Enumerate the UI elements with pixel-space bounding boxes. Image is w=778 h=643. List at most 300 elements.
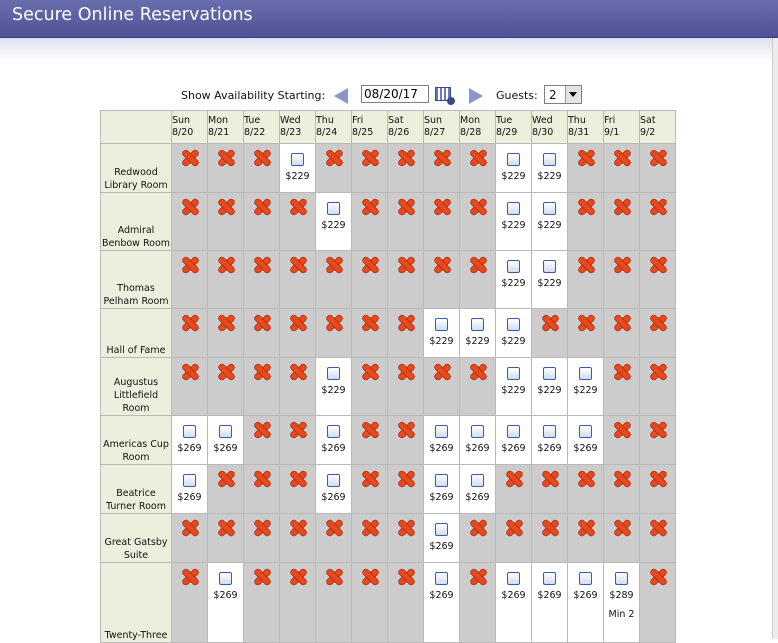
unavailable-cell bbox=[244, 358, 280, 416]
unavailable-cell bbox=[316, 144, 352, 193]
unavailable-x-icon bbox=[650, 199, 666, 215]
unavailable-cell bbox=[244, 465, 280, 514]
unavailable-cell bbox=[568, 514, 604, 563]
unavailable-x-icon bbox=[362, 422, 378, 438]
unavailable-x-icon bbox=[290, 422, 306, 438]
room-row bbox=[101, 514, 676, 563]
unavailable-x-icon bbox=[182, 199, 198, 215]
select-night-checkbox[interactable] bbox=[183, 425, 196, 438]
day-of-week: Sat bbox=[640, 115, 656, 126]
unavailable-x-icon bbox=[218, 199, 234, 215]
unavailable-cell bbox=[640, 251, 676, 309]
day-date: 8/29 bbox=[496, 127, 518, 138]
unavailable-cell bbox=[568, 309, 604, 358]
select-night-checkbox[interactable] bbox=[579, 425, 592, 438]
unavailable-cell bbox=[352, 144, 388, 193]
select-night-checkbox[interactable] bbox=[435, 425, 448, 438]
show-availability-label: Show Availability Starting: bbox=[181, 89, 326, 102]
unavailable-cell bbox=[604, 193, 640, 251]
available-cell bbox=[316, 465, 352, 514]
day-header bbox=[388, 111, 424, 144]
unavailable-x-icon bbox=[182, 364, 198, 380]
unavailable-x-icon bbox=[254, 315, 270, 331]
nightly-price: $269 bbox=[177, 443, 202, 454]
select-night-checkbox[interactable] bbox=[219, 425, 232, 438]
unavailable-x-icon bbox=[470, 520, 486, 536]
unavailable-x-icon bbox=[362, 257, 378, 273]
unavailable-x-icon bbox=[398, 471, 414, 487]
available-cell bbox=[496, 193, 532, 251]
unavailable-cell bbox=[388, 465, 424, 514]
unavailable-cell bbox=[280, 514, 316, 563]
unavailable-cell bbox=[424, 358, 460, 416]
nightly-price: $229 bbox=[501, 336, 526, 347]
unavailable-cell bbox=[280, 251, 316, 309]
unavailable-cell bbox=[352, 465, 388, 514]
unavailable-cell bbox=[460, 563, 496, 643]
select-night-checkbox[interactable] bbox=[543, 367, 556, 380]
unavailable-cell bbox=[604, 465, 640, 514]
unavailable-x-icon bbox=[290, 569, 306, 585]
select-night-checkbox[interactable] bbox=[507, 202, 520, 215]
room-row bbox=[101, 416, 676, 465]
room-row bbox=[101, 193, 676, 251]
day-header bbox=[640, 111, 676, 144]
select-night-checkbox[interactable] bbox=[183, 474, 196, 487]
unavailable-x-icon bbox=[218, 150, 234, 166]
nightly-price: $269 bbox=[177, 492, 202, 503]
unavailable-x-icon bbox=[254, 150, 270, 166]
day-header bbox=[244, 111, 280, 144]
unavailable-cell bbox=[244, 251, 280, 309]
unavailable-cell bbox=[388, 358, 424, 416]
unavailable-x-icon bbox=[362, 471, 378, 487]
unavailable-cell bbox=[244, 144, 280, 193]
available-cell bbox=[532, 358, 568, 416]
day-of-week: Wed bbox=[532, 115, 553, 126]
unavailable-x-icon bbox=[362, 150, 378, 166]
start-date-input[interactable] bbox=[361, 85, 429, 103]
available-cell bbox=[532, 193, 568, 251]
nightly-price: $229 bbox=[321, 385, 346, 396]
room-row bbox=[101, 358, 676, 416]
unavailable-x-icon bbox=[398, 315, 414, 331]
unavailable-x-icon bbox=[650, 364, 666, 380]
unavailable-x-icon bbox=[254, 471, 270, 487]
day-header bbox=[604, 111, 640, 144]
nightly-price: $269 bbox=[465, 492, 490, 503]
select-night-checkbox[interactable] bbox=[543, 260, 556, 273]
select-night-checkbox[interactable] bbox=[579, 367, 592, 380]
unavailable-cell bbox=[280, 563, 316, 643]
nightly-price: $269 bbox=[429, 443, 454, 454]
unavailable-cell bbox=[532, 465, 568, 514]
unavailable-cell bbox=[316, 251, 352, 309]
day-of-week: Sat bbox=[388, 115, 404, 126]
unavailable-x-icon bbox=[398, 150, 414, 166]
unavailable-x-icon bbox=[578, 150, 594, 166]
unavailable-x-icon bbox=[326, 257, 342, 273]
grid-corner bbox=[101, 111, 172, 144]
available-cell bbox=[460, 465, 496, 514]
unavailable-cell bbox=[172, 251, 208, 309]
select-night-checkbox[interactable] bbox=[435, 572, 448, 585]
unavailable-cell bbox=[568, 144, 604, 193]
nightly-price: $229 bbox=[501, 171, 526, 182]
unavailable-x-icon bbox=[290, 364, 306, 380]
unavailable-x-icon bbox=[362, 569, 378, 585]
nightly-price: $229 bbox=[321, 220, 346, 231]
available-cell bbox=[208, 563, 244, 643]
unavailable-cell bbox=[280, 309, 316, 358]
unavailable-cell bbox=[532, 309, 568, 358]
select-night-checkbox[interactable] bbox=[507, 425, 520, 438]
available-cell bbox=[568, 358, 604, 416]
available-cell bbox=[532, 144, 568, 193]
day-of-week: Thu bbox=[316, 115, 334, 126]
unavailable-cell bbox=[244, 309, 280, 358]
day-date: 8/22 bbox=[244, 127, 266, 138]
next-week-arrow-icon[interactable] bbox=[469, 88, 483, 104]
day-of-week: Wed bbox=[280, 115, 301, 126]
guests-value: 2 bbox=[549, 88, 557, 102]
nightly-price: $269 bbox=[321, 492, 346, 503]
select-night-checkbox[interactable] bbox=[543, 425, 556, 438]
unavailable-x-icon bbox=[398, 569, 414, 585]
available-cell bbox=[496, 144, 532, 193]
unavailable-x-icon bbox=[650, 315, 666, 331]
select-night-checkbox[interactable] bbox=[327, 425, 340, 438]
unavailable-cell bbox=[604, 358, 640, 416]
minimum-stay-note: Min 2 bbox=[608, 609, 635, 620]
unavailable-cell bbox=[424, 193, 460, 251]
select-night-checkbox[interactable] bbox=[291, 153, 304, 166]
unavailable-cell bbox=[604, 309, 640, 358]
select-night-checkbox[interactable] bbox=[471, 474, 484, 487]
unavailable-cell bbox=[172, 563, 208, 643]
nightly-price: $269 bbox=[537, 443, 562, 454]
day-header bbox=[280, 111, 316, 144]
day-header bbox=[496, 111, 532, 144]
unavailable-x-icon bbox=[218, 257, 234, 273]
available-cell bbox=[316, 193, 352, 251]
calendar-picker-icon[interactable] bbox=[435, 87, 451, 101]
header-gradient bbox=[0, 38, 778, 62]
unavailable-x-icon bbox=[434, 257, 450, 273]
unavailable-cell bbox=[388, 251, 424, 309]
unavailable-x-icon bbox=[650, 257, 666, 273]
unavailable-x-icon bbox=[506, 471, 522, 487]
unavailable-cell bbox=[244, 416, 280, 465]
room-name: Augustus Littlefield Room bbox=[101, 358, 172, 416]
unavailable-cell bbox=[352, 514, 388, 563]
unavailable-cell bbox=[640, 144, 676, 193]
day-of-week: Fri bbox=[604, 115, 616, 126]
day-of-week: Mon bbox=[208, 115, 229, 126]
unavailable-cell bbox=[568, 465, 604, 514]
available-cell bbox=[496, 563, 532, 643]
unavailable-x-icon bbox=[614, 257, 630, 273]
unavailable-cell bbox=[640, 358, 676, 416]
unavailable-x-icon bbox=[218, 471, 234, 487]
unavailable-cell bbox=[352, 309, 388, 358]
select-night-checkbox[interactable] bbox=[471, 318, 484, 331]
nightly-price: $229 bbox=[501, 278, 526, 289]
day-date: 8/31 bbox=[568, 127, 590, 138]
unavailable-x-icon bbox=[182, 150, 198, 166]
unavailable-cell bbox=[460, 251, 496, 309]
day-of-week: Thu bbox=[568, 115, 586, 126]
unavailable-x-icon bbox=[290, 199, 306, 215]
unavailable-cell bbox=[460, 144, 496, 193]
unavailable-x-icon bbox=[470, 257, 486, 273]
day-date: 8/26 bbox=[388, 127, 410, 138]
select-night-checkbox[interactable] bbox=[435, 474, 448, 487]
unavailable-x-icon bbox=[614, 471, 630, 487]
available-cell bbox=[532, 563, 568, 643]
unavailable-x-icon bbox=[470, 364, 486, 380]
unavailable-cell bbox=[208, 193, 244, 251]
unavailable-cell bbox=[604, 144, 640, 193]
nightly-price: $269 bbox=[213, 590, 238, 601]
unavailable-cell bbox=[208, 465, 244, 514]
day-header bbox=[532, 111, 568, 144]
unavailable-x-icon bbox=[362, 315, 378, 331]
unavailable-x-icon bbox=[362, 520, 378, 536]
unavailable-cell bbox=[568, 251, 604, 309]
unavailable-cell bbox=[388, 563, 424, 643]
room-row bbox=[101, 309, 676, 358]
select-night-checkbox[interactable] bbox=[507, 572, 520, 585]
unavailable-x-icon bbox=[362, 199, 378, 215]
select-night-checkbox[interactable] bbox=[507, 260, 520, 273]
room-row bbox=[101, 144, 676, 193]
select-night-checkbox[interactable] bbox=[219, 572, 232, 585]
day-header bbox=[172, 111, 208, 144]
available-cell bbox=[172, 465, 208, 514]
nightly-price: $269 bbox=[501, 590, 526, 601]
unavailable-cell bbox=[172, 358, 208, 416]
available-cell bbox=[460, 416, 496, 465]
available-cell bbox=[424, 416, 460, 465]
unavailable-cell bbox=[388, 193, 424, 251]
chevron-down-icon[interactable] bbox=[565, 86, 581, 103]
unavailable-x-icon bbox=[542, 315, 558, 331]
unavailable-cell bbox=[352, 563, 388, 643]
unavailable-x-icon bbox=[398, 422, 414, 438]
available-cell bbox=[496, 309, 532, 358]
unavailable-cell bbox=[352, 251, 388, 309]
day-of-week: Sun bbox=[424, 115, 443, 126]
unavailable-x-icon bbox=[470, 150, 486, 166]
room-row bbox=[101, 563, 676, 643]
select-night-checkbox[interactable] bbox=[507, 318, 520, 331]
available-cell bbox=[532, 416, 568, 465]
unavailable-cell bbox=[388, 309, 424, 358]
day-header bbox=[316, 111, 352, 144]
day-header bbox=[208, 111, 244, 144]
unavailable-cell bbox=[604, 514, 640, 563]
nightly-price: $269 bbox=[429, 492, 454, 503]
unavailable-x-icon bbox=[650, 520, 666, 536]
available-cell bbox=[604, 563, 640, 643]
unavailable-x-icon bbox=[578, 315, 594, 331]
availability-controls bbox=[0, 84, 778, 108]
unavailable-cell bbox=[460, 193, 496, 251]
previous-week-arrow-icon[interactable] bbox=[334, 88, 348, 104]
room-row bbox=[101, 251, 676, 309]
nightly-price: $229 bbox=[537, 171, 562, 182]
nightly-price: $289 bbox=[609, 590, 634, 601]
select-night-checkbox[interactable] bbox=[471, 425, 484, 438]
room-name: Great Gatsby Suite bbox=[101, 514, 172, 563]
day-of-week: Sun bbox=[172, 115, 191, 126]
unavailable-cell bbox=[604, 251, 640, 309]
unavailable-x-icon bbox=[398, 364, 414, 380]
unavailable-x-icon bbox=[254, 257, 270, 273]
day-date: 8/27 bbox=[424, 127, 446, 138]
unavailable-x-icon bbox=[290, 471, 306, 487]
select-night-checkbox[interactable] bbox=[615, 572, 628, 585]
unavailable-x-icon bbox=[326, 315, 342, 331]
unavailable-cell bbox=[640, 563, 676, 643]
nightly-price: $269 bbox=[537, 590, 562, 601]
select-night-checkbox[interactable] bbox=[543, 202, 556, 215]
available-cell bbox=[280, 144, 316, 193]
unavailable-cell bbox=[352, 193, 388, 251]
select-night-checkbox[interactable] bbox=[435, 523, 448, 536]
unavailable-cell bbox=[640, 309, 676, 358]
unavailable-cell bbox=[244, 193, 280, 251]
select-night-checkbox[interactable] bbox=[543, 572, 556, 585]
unavailable-cell bbox=[208, 358, 244, 416]
unavailable-x-icon bbox=[650, 422, 666, 438]
unavailable-x-icon bbox=[470, 569, 486, 585]
day-date: 9/1 bbox=[604, 127, 620, 138]
unavailable-cell bbox=[172, 144, 208, 193]
day-date: 8/28 bbox=[460, 127, 482, 138]
room-name: Americas Cup Room bbox=[101, 416, 172, 465]
day-date: 8/30 bbox=[532, 127, 554, 138]
unavailable-x-icon bbox=[398, 257, 414, 273]
unavailable-cell bbox=[316, 309, 352, 358]
available-cell bbox=[496, 251, 532, 309]
select-night-checkbox[interactable] bbox=[507, 153, 520, 166]
day-date: 8/25 bbox=[352, 127, 374, 138]
window-edge bbox=[772, 38, 778, 639]
nightly-price: $269 bbox=[573, 443, 598, 454]
unavailable-x-icon bbox=[614, 364, 630, 380]
nightly-price: $269 bbox=[429, 541, 454, 552]
unavailable-cell bbox=[316, 514, 352, 563]
day-header bbox=[352, 111, 388, 144]
room-name: Hall of Fame bbox=[101, 309, 172, 358]
nightly-price: $229 bbox=[465, 336, 490, 347]
unavailable-x-icon bbox=[506, 520, 522, 536]
unavailable-x-icon bbox=[182, 520, 198, 536]
day-date: 8/20 bbox=[172, 127, 194, 138]
unavailable-x-icon bbox=[614, 315, 630, 331]
available-cell bbox=[208, 416, 244, 465]
unavailable-x-icon bbox=[614, 199, 630, 215]
unavailable-x-icon bbox=[578, 257, 594, 273]
select-night-checkbox[interactable] bbox=[327, 474, 340, 487]
unavailable-x-icon bbox=[578, 520, 594, 536]
unavailable-cell bbox=[460, 514, 496, 563]
unavailable-cell bbox=[244, 563, 280, 643]
unavailable-x-icon bbox=[362, 364, 378, 380]
day-header bbox=[460, 111, 496, 144]
select-night-checkbox[interactable] bbox=[507, 367, 520, 380]
unavailable-x-icon bbox=[434, 364, 450, 380]
guests-select[interactable] bbox=[544, 85, 582, 104]
page-title: Secure Online Reservations bbox=[12, 5, 253, 25]
unavailable-cell bbox=[640, 416, 676, 465]
unavailable-cell bbox=[280, 193, 316, 251]
unavailable-cell bbox=[208, 251, 244, 309]
unavailable-cell bbox=[496, 465, 532, 514]
nightly-price: $229 bbox=[537, 220, 562, 231]
unavailable-x-icon bbox=[254, 199, 270, 215]
day-of-week: Mon bbox=[460, 115, 481, 126]
unavailable-x-icon bbox=[578, 199, 594, 215]
unavailable-cell bbox=[496, 514, 532, 563]
unavailable-cell bbox=[316, 563, 352, 643]
unavailable-x-icon bbox=[398, 199, 414, 215]
unavailable-cell bbox=[388, 416, 424, 465]
unavailable-cell bbox=[640, 514, 676, 563]
room-row bbox=[101, 465, 676, 514]
unavailable-x-icon bbox=[182, 257, 198, 273]
unavailable-cell bbox=[568, 193, 604, 251]
unavailable-x-icon bbox=[326, 569, 342, 585]
unavailable-x-icon bbox=[542, 520, 558, 536]
select-night-checkbox[interactable] bbox=[327, 202, 340, 215]
unavailable-x-icon bbox=[614, 422, 630, 438]
unavailable-cell bbox=[208, 144, 244, 193]
unavailable-x-icon bbox=[650, 150, 666, 166]
day-header-row bbox=[101, 111, 676, 144]
unavailable-cell bbox=[208, 309, 244, 358]
unavailable-x-icon bbox=[218, 520, 234, 536]
unavailable-x-icon bbox=[254, 569, 270, 585]
available-cell bbox=[460, 309, 496, 358]
unavailable-cell bbox=[172, 514, 208, 563]
unavailable-cell bbox=[208, 514, 244, 563]
unavailable-cell bbox=[280, 465, 316, 514]
unavailable-cell bbox=[352, 416, 388, 465]
unavailable-cell bbox=[640, 465, 676, 514]
room-name: Thomas Pelham Room bbox=[101, 251, 172, 309]
day-header bbox=[424, 111, 460, 144]
nightly-price: $269 bbox=[213, 443, 238, 454]
available-cell bbox=[496, 416, 532, 465]
select-night-checkbox[interactable] bbox=[543, 153, 556, 166]
nightly-price: $229 bbox=[429, 336, 454, 347]
header-bar bbox=[0, 0, 778, 38]
unavailable-x-icon bbox=[434, 150, 450, 166]
unavailable-x-icon bbox=[326, 150, 342, 166]
select-night-checkbox[interactable] bbox=[327, 367, 340, 380]
available-cell bbox=[316, 416, 352, 465]
unavailable-x-icon bbox=[290, 520, 306, 536]
unavailable-x-icon bbox=[470, 199, 486, 215]
unavailable-cell bbox=[388, 144, 424, 193]
unavailable-x-icon bbox=[434, 199, 450, 215]
select-night-checkbox[interactable] bbox=[435, 318, 448, 331]
select-night-checkbox[interactable] bbox=[579, 572, 592, 585]
unavailable-x-icon bbox=[614, 520, 630, 536]
